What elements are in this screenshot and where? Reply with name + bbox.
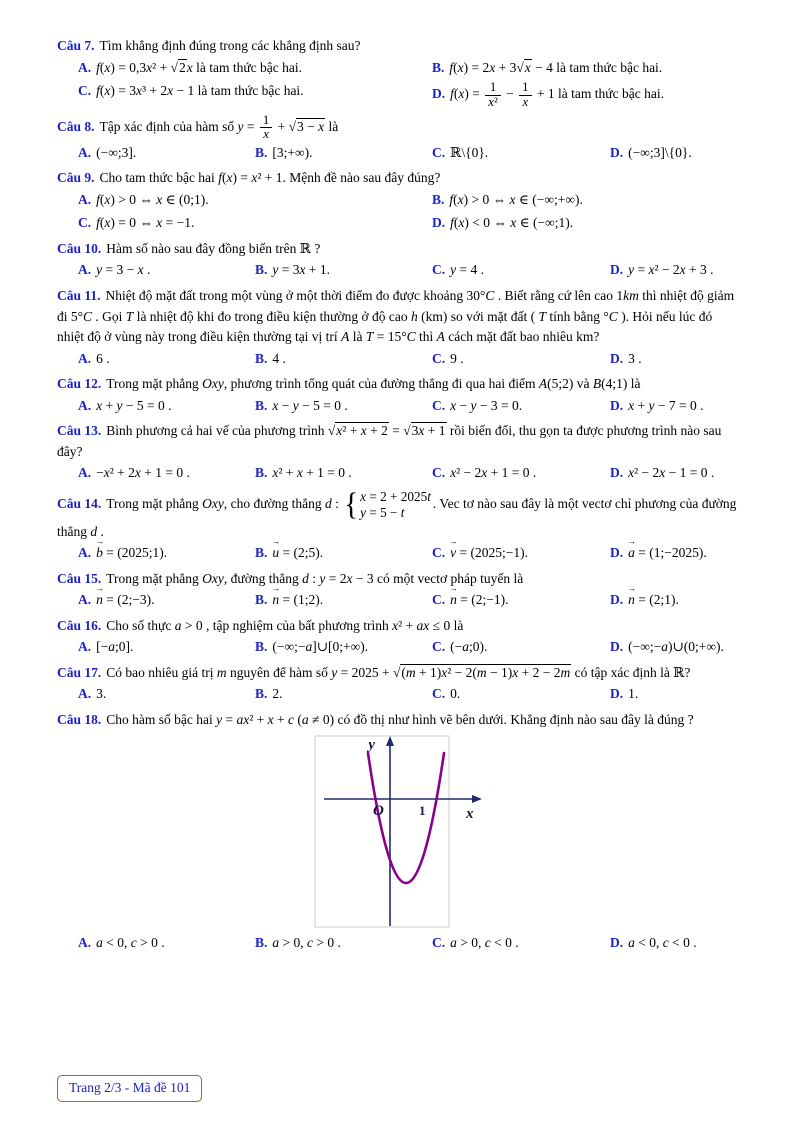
option-text: f(x) < 0 ⇔ x ∈ (−∞;1). bbox=[450, 215, 574, 231]
option-d bbox=[610, 933, 738, 954]
option-a bbox=[78, 143, 255, 164]
option-text: 1. bbox=[628, 686, 639, 702]
question-text: Hàm số nào sau đây đồng biến trên ℝ ? bbox=[106, 240, 321, 256]
option-grid bbox=[57, 590, 738, 611]
option-text: n → = (2;1). bbox=[628, 592, 679, 607]
option-label: A. bbox=[78, 592, 92, 608]
option-text: v → = (2025;−1). bbox=[450, 545, 528, 560]
option-text: a < 0, c > 0 . bbox=[96, 935, 165, 951]
option-c bbox=[432, 590, 610, 611]
option-grid bbox=[57, 190, 738, 234]
question-number: Câu 7. bbox=[57, 38, 95, 53]
option-label: B. bbox=[255, 592, 268, 608]
origin-label: O bbox=[372, 803, 384, 820]
option-b bbox=[255, 349, 432, 370]
question-text: Trong mặt phẳng Oxy, cho đường thẳng d : { x = 2 + 2025t y = 5 − t . Vec tơ nào sau đây là một vectơ chỉ phương của đường thẳng d . bbox=[57, 487, 737, 539]
option-label: A. bbox=[78, 350, 92, 366]
option-c bbox=[432, 684, 610, 705]
option-label: C. bbox=[432, 397, 446, 413]
parabola-graph bbox=[312, 733, 484, 931]
option-label: C. bbox=[432, 545, 446, 561]
option-text: −x² + 2x + 1 = 0 . bbox=[96, 465, 190, 481]
option-b bbox=[255, 463, 432, 484]
option-c bbox=[432, 463, 610, 484]
option-label: C. bbox=[432, 935, 446, 951]
y-axis-label: y bbox=[367, 737, 375, 754]
option-b bbox=[432, 190, 738, 211]
option-text: x² − 2x + 1 = 0 . bbox=[450, 465, 537, 481]
option-label: D. bbox=[610, 686, 624, 702]
option-label: D. bbox=[610, 592, 624, 608]
option-grid bbox=[57, 463, 738, 484]
option-text: a > 0, c > 0 . bbox=[272, 935, 341, 951]
option-text: f(x) > 0 ⇔ x ∈ (0;1). bbox=[96, 191, 209, 207]
option-c bbox=[432, 260, 610, 281]
option-b bbox=[255, 637, 432, 658]
question bbox=[57, 710, 738, 954]
option-text: y = x² − 2x + 3 . bbox=[628, 262, 714, 278]
question bbox=[57, 569, 738, 611]
question-heading bbox=[57, 36, 738, 57]
option-c bbox=[432, 349, 610, 370]
option-grid bbox=[57, 58, 738, 109]
option-label: B. bbox=[255, 935, 268, 951]
option-label: C. bbox=[432, 686, 446, 702]
option-a bbox=[78, 684, 255, 705]
y-axis-arrow bbox=[386, 736, 394, 746]
option-b bbox=[255, 543, 432, 564]
option-d bbox=[610, 143, 738, 164]
option-text: a → = (1;−2025). bbox=[628, 545, 707, 560]
option-c bbox=[432, 543, 610, 564]
option-a bbox=[78, 637, 255, 658]
option-label: B. bbox=[255, 397, 268, 413]
option-text: [3;+∞). bbox=[272, 144, 313, 160]
option-text: ℝ\{0}. bbox=[450, 144, 489, 160]
option-label: A. bbox=[78, 639, 92, 655]
question bbox=[57, 239, 738, 281]
option-b bbox=[255, 396, 432, 417]
question-list bbox=[57, 36, 738, 959]
option-a bbox=[78, 933, 255, 954]
question bbox=[57, 616, 738, 658]
option-label: C. bbox=[432, 262, 446, 278]
option-label: B. bbox=[255, 686, 268, 702]
option-grid bbox=[57, 260, 738, 281]
option-text: f(x) = 2x + 3√x − 4 là tam thức bậc hai. bbox=[449, 59, 663, 75]
option-c bbox=[78, 81, 432, 109]
question bbox=[57, 114, 738, 163]
question-heading bbox=[57, 239, 738, 260]
option-label: A. bbox=[78, 191, 92, 207]
option-label: D. bbox=[610, 465, 624, 481]
option-label: B. bbox=[432, 59, 445, 75]
option-text: (−a;0). bbox=[450, 639, 488, 655]
option-c bbox=[78, 213, 432, 234]
option-label: A. bbox=[78, 59, 92, 75]
option-label: B. bbox=[255, 144, 268, 160]
option-label: B. bbox=[255, 545, 268, 561]
question-heading bbox=[57, 421, 738, 462]
option-text: x − y − 5 = 0 . bbox=[272, 397, 348, 413]
option-text: (−∞;3]. bbox=[96, 144, 137, 160]
option-text: u → = (2;5). bbox=[272, 545, 323, 560]
option-d bbox=[432, 213, 738, 234]
question-heading bbox=[57, 663, 738, 684]
option-d bbox=[610, 349, 738, 370]
option-b bbox=[255, 684, 432, 705]
option-text: y = 3 − x . bbox=[96, 262, 151, 278]
option-text: a > 0, c < 0 . bbox=[450, 935, 519, 951]
option-text: x + y − 7 = 0 . bbox=[628, 397, 704, 413]
option-text: 4 . bbox=[272, 350, 286, 366]
question bbox=[57, 36, 738, 109]
option-b bbox=[255, 143, 432, 164]
option-text: x² − 2x − 1 = 0 . bbox=[628, 465, 715, 481]
option-label: C. bbox=[78, 83, 92, 99]
option-text: f(x) = 3x³ + 2x − 1 là tam thức bậc hai. bbox=[96, 83, 304, 99]
option-text: 3. bbox=[96, 686, 107, 702]
question bbox=[57, 663, 738, 705]
option-a bbox=[78, 590, 255, 611]
question-heading bbox=[57, 710, 738, 731]
question-text: Trong mặt phẳng Oxy, phương trình tổng quát của đường thẳng đi qua hai điểm A(5;2) và B(4;1) là bbox=[106, 376, 641, 392]
option-b bbox=[255, 260, 432, 281]
question-text: Bình phương cả hai vế của phương trình √x² + x + 2 = √3x + 1 rồi biến đổi, thu gọn ta được phương trình nào sau đây? bbox=[57, 423, 722, 459]
option-a bbox=[78, 260, 255, 281]
option-label: D. bbox=[610, 639, 624, 655]
option-d bbox=[610, 543, 738, 564]
option-label: A. bbox=[78, 686, 92, 702]
option-grid bbox=[57, 933, 738, 954]
option-b bbox=[255, 933, 432, 954]
x-tick-1-label: 1 bbox=[418, 803, 425, 819]
option-label: D. bbox=[610, 545, 624, 561]
option-label: A. bbox=[78, 935, 92, 951]
question-text: Tập xác định của hàm số y = $\frac{1}{x}$ + √3 − x là bbox=[99, 112, 339, 142]
question-number: Câu 13. bbox=[57, 423, 102, 439]
option-c bbox=[432, 933, 610, 954]
option-label: C. bbox=[432, 350, 446, 366]
option-text: y = 3x + 1. bbox=[272, 262, 331, 278]
option-text: 6 . bbox=[96, 350, 110, 366]
option-label: B. bbox=[255, 465, 268, 481]
option-c bbox=[432, 143, 610, 164]
question-heading bbox=[57, 114, 738, 142]
option-label: D. bbox=[432, 86, 446, 102]
x-axis-arrow bbox=[472, 795, 482, 803]
option-c bbox=[432, 396, 610, 417]
option-text: n → = (2;−3). bbox=[96, 592, 154, 607]
option-label: C. bbox=[432, 144, 446, 160]
option-label: C. bbox=[432, 639, 446, 655]
question bbox=[57, 286, 738, 369]
option-label: C. bbox=[432, 592, 446, 608]
option-text: f(x) = $\frac{1}{\text{x²}}$ − $\frac{1}{x}$ + 1 là tam thức bậc hai. bbox=[450, 80, 664, 109]
question-number: Câu 14. bbox=[57, 496, 102, 512]
option-label: D. bbox=[610, 262, 624, 278]
option-label: D. bbox=[610, 350, 624, 366]
question-heading bbox=[57, 489, 738, 543]
option-label: B. bbox=[255, 350, 268, 366]
question-figure bbox=[57, 733, 738, 931]
option-c bbox=[432, 637, 610, 658]
option-text: x − y − 3 = 0. bbox=[450, 397, 523, 413]
option-grid bbox=[57, 396, 738, 417]
question-text: Cho tam thức bậc hai f(x) = x² + 1. Mệnh đề nào sau đây đúng? bbox=[99, 170, 441, 186]
option-text: x + y − 5 = 0 . bbox=[96, 397, 172, 413]
option-grid bbox=[57, 684, 738, 705]
option-text: f(x) > 0 ⇔ x ∈ (−∞;+∞). bbox=[449, 191, 583, 207]
option-label: D. bbox=[610, 144, 624, 160]
question bbox=[57, 421, 738, 484]
question bbox=[57, 489, 738, 564]
option-label: C. bbox=[432, 465, 446, 481]
option-d bbox=[610, 396, 738, 417]
option-d bbox=[610, 463, 738, 484]
option-a bbox=[78, 396, 255, 417]
option-text: (−∞;−a)∪(0;+∞). bbox=[628, 639, 724, 655]
option-d bbox=[432, 81, 738, 109]
option-label: B. bbox=[255, 639, 268, 655]
option-label: A. bbox=[78, 144, 92, 160]
question-number: Câu 10. bbox=[57, 240, 102, 256]
option-label: D. bbox=[610, 397, 624, 413]
option-b bbox=[432, 58, 738, 79]
option-label: D. bbox=[610, 935, 624, 951]
option-text: (−∞;−a]∪[0;+∞). bbox=[272, 639, 369, 655]
option-text: 0. bbox=[450, 686, 461, 702]
question-heading bbox=[57, 374, 738, 395]
question-heading bbox=[57, 286, 738, 348]
question-number: Câu 18. bbox=[57, 711, 102, 727]
option-text: 3 . bbox=[628, 350, 642, 366]
option-a bbox=[78, 190, 432, 211]
option-d bbox=[610, 590, 738, 611]
option-label: A. bbox=[78, 262, 92, 278]
question-number: Câu 11. bbox=[57, 288, 101, 303]
question-number: Câu 9. bbox=[57, 170, 95, 186]
option-label: B. bbox=[255, 262, 268, 278]
option-label: D. bbox=[432, 215, 446, 231]
footer-text: Trang 2/3 - Mã đề 101 bbox=[69, 1080, 191, 1095]
question-number: Câu 8. bbox=[57, 119, 95, 135]
option-text: a < 0, c < 0 . bbox=[628, 935, 697, 951]
question-text: Cho hàm số bậc hai y = ax² + x + c (a ≠ 0) có đồ thị như hình vẽ bên dưới. Khẳng định nào sau đây là đúng ? bbox=[106, 711, 694, 727]
option-text: x² + x + 1 = 0 . bbox=[272, 465, 352, 481]
question-number: Câu 12. bbox=[57, 376, 102, 392]
option-a bbox=[78, 58, 432, 79]
option-text: b → = (2025;1). bbox=[96, 545, 167, 560]
x-axis-label: x bbox=[465, 806, 473, 823]
option-text: 2. bbox=[272, 686, 283, 702]
option-grid bbox=[57, 637, 738, 658]
option-grid bbox=[57, 143, 738, 164]
question-text: Nhiệt độ mặt đất trong một vùng ở một thời điểm đo được khoảng 30°C . Biết rằng cứ lên cao 1km thì nhiệt độ giảm đi 5°C . Gọi T là nhiệt độ khi đo trong điều kiện thường ở độ cao h (km) so với mặt đất ( T tính bằng °C ). Hỏi nếu lúc đó nhiệt độ ở vùng này trong điều kiện thường tại vị trí A là T = 15°C thì A cách mặt đất bao nhiêu km? bbox=[57, 288, 735, 345]
question bbox=[57, 374, 738, 416]
option-label: A. bbox=[78, 465, 92, 481]
option-text: y = 4 . bbox=[450, 262, 484, 278]
option-label: B. bbox=[432, 191, 445, 207]
option-a bbox=[78, 349, 255, 370]
option-grid bbox=[57, 543, 738, 564]
option-text: 9 . bbox=[450, 350, 464, 366]
option-label: C. bbox=[78, 215, 92, 231]
question-number: Câu 17. bbox=[57, 664, 102, 680]
option-b bbox=[255, 590, 432, 611]
option-text: [−a;0]. bbox=[96, 639, 134, 655]
footer-box bbox=[57, 1075, 202, 1102]
option-d bbox=[610, 684, 738, 705]
option-text: n → = (2;−1). bbox=[450, 592, 508, 607]
question bbox=[57, 168, 738, 234]
option-label: A. bbox=[78, 397, 92, 413]
option-a bbox=[78, 463, 255, 484]
question-number: Câu 15. bbox=[57, 570, 102, 586]
option-text: f(x) = 0,3x² + √2x là tam thức bậc hai. bbox=[96, 59, 302, 75]
question-number: Câu 16. bbox=[57, 617, 102, 633]
option-label: A. bbox=[78, 545, 92, 561]
question-heading bbox=[57, 616, 738, 637]
option-text: f(x) = 0 ⇔ x = −1. bbox=[96, 215, 195, 231]
option-text: n → = (1;2). bbox=[272, 592, 323, 607]
question-text: Trong mặt phẳng Oxy, đường thẳng d : y = 2x − 3 có một vectơ pháp tuyến là bbox=[106, 570, 524, 586]
option-d bbox=[610, 637, 738, 658]
option-d bbox=[610, 260, 738, 281]
question-text: Tìm khẳng định đúng trong các khẳng định sau? bbox=[99, 38, 361, 53]
question-text: Có bao nhiêu giá trị m nguyên để hàm số y = 2025 + √(m + 1)x² − 2(m − 1)x + 2 − 2m có tập xác định là ℝ? bbox=[106, 664, 691, 680]
option-text: (−∞;3]\{0}. bbox=[628, 144, 692, 160]
question-text: Cho số thực a > 0 , tập nghiệm của bất phương trình x² + ax ≤ 0 là bbox=[106, 617, 464, 633]
question-heading bbox=[57, 168, 738, 189]
option-a bbox=[78, 543, 255, 564]
option-grid bbox=[57, 349, 738, 370]
